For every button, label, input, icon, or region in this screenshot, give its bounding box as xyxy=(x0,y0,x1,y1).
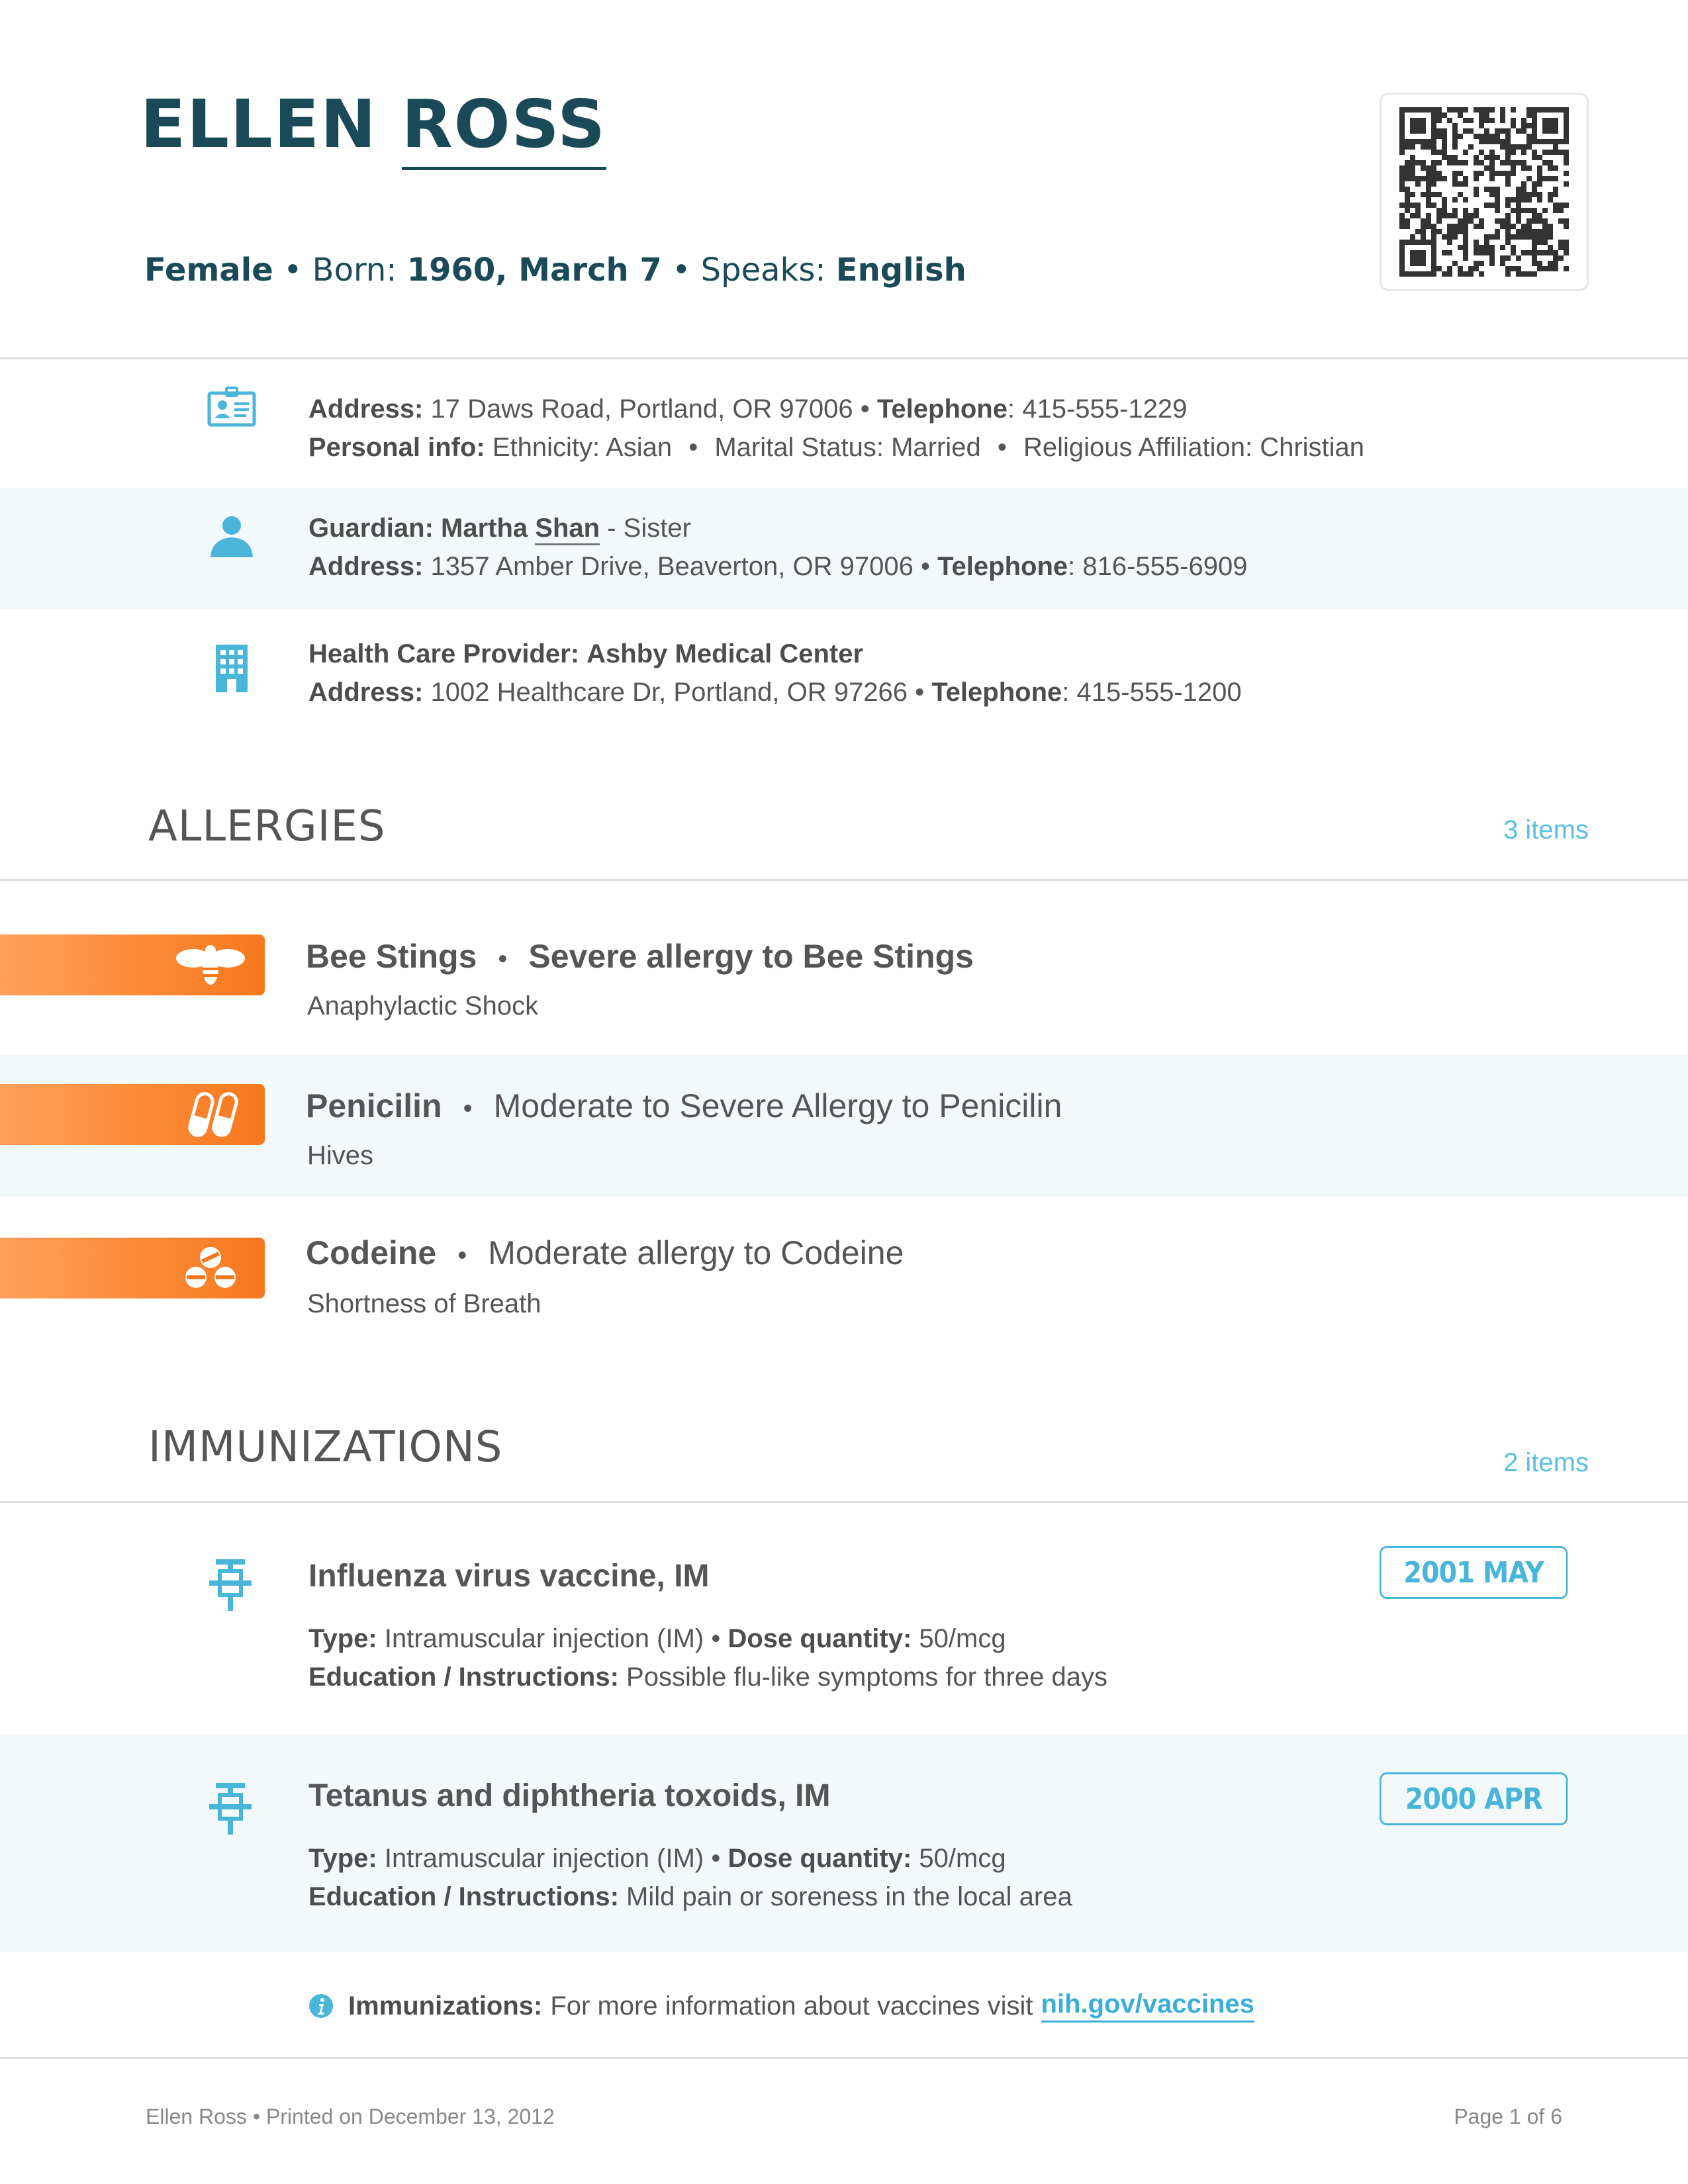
allergy-name: Codeine xyxy=(306,1234,437,1271)
patient-address-line: Address: 17 Daws Road, Portland, OR 97006 • Telephone: 415-555-1229 xyxy=(308,394,1188,424)
patient-first-name: ELLEN xyxy=(140,85,377,163)
syringe-icon xyxy=(204,1557,257,1612)
allergy-title: Codeine • Moderate allergy to Codeine xyxy=(306,1234,904,1271)
capsules-icon xyxy=(173,1091,248,1138)
allergy-reaction: Shortness of Breath xyxy=(307,1289,541,1318)
demographics-line: Female • Born: 1960, March 7 • Speaks: English xyxy=(144,251,966,289)
provider-address-line: Address: 1002 Healthcare Dr, Portland, OR 97266 • Telephone: 415-555-1200 xyxy=(308,678,1242,707)
immunization-name: Tetanus and diphtheria toxoids, IM xyxy=(308,1778,831,1813)
allergy-reaction: Anaphylactic Shock xyxy=(307,991,539,1021)
id-card-icon xyxy=(207,384,257,434)
language: English xyxy=(835,251,966,289)
info-icon xyxy=(308,1993,334,2019)
provider-name: Ashby Medical Center xyxy=(586,639,864,668)
immunization-type-line: Type: Intramuscular injection (IM) • Dose quantity: 50/mcg xyxy=(308,1624,1006,1653)
provider-line: Health Care Provider: Ashby Medical Center xyxy=(308,639,864,668)
allergy-name: Bee Stings xyxy=(306,938,477,975)
personal-info-line: Personal info: Ethnicity: Asian • Marital Status: Married • Religious Affiliation: Christian xyxy=(308,433,1365,462)
syringe-icon xyxy=(204,1780,257,1836)
allergies-title: ALLERGIES xyxy=(148,802,386,851)
building-icon xyxy=(207,643,257,694)
patient-last-name: ROSS xyxy=(402,85,607,170)
allergy-title: Penicilin • Moderate to Severe Allergy to Penicilin xyxy=(306,1087,1062,1124)
guardian-address-line: Address: 1357 Amber Drive, Beaverton, OR 97006 • Telephone: 816-555-6909 xyxy=(308,552,1248,581)
guardian-line: Guardian: Martha Shan - Sister xyxy=(308,514,691,543)
immunizations-count: 2 items xyxy=(1503,1448,1589,1477)
patient-name xyxy=(140,85,607,163)
immunization-instructions-line: Education / Instructions: Possible flu-like symptoms for three days xyxy=(308,1662,1107,1692)
allergy-name: Penicilin xyxy=(306,1087,442,1124)
divider xyxy=(0,357,1688,359)
immunization-name: Influenza virus vaccine, IM xyxy=(308,1559,710,1594)
person-icon xyxy=(207,512,257,563)
allergies-count: 3 items xyxy=(1503,815,1589,844)
allergy-title: Bee Stings • Severe allergy to Bee Stings xyxy=(306,938,974,975)
footer-print-info: Ellen Ross • Printed on December 13, 2012 xyxy=(146,2105,555,2128)
immunizations-title: IMMUNIZATIONS xyxy=(148,1423,503,1472)
immunization-date-badge: 2001 MAY xyxy=(1380,1546,1568,1599)
immunization-instructions-line: Education / Instructions: Mild pain or soreness in the local area xyxy=(308,1882,1072,1911)
patient-address: 17 Daws Road, Portland, OR 97006 xyxy=(430,394,853,424)
immunization-note: Immunizations: For more information about vaccines visit nih.gov/vaccines xyxy=(308,1989,1254,2023)
immunization-type-line: Type: Intramuscular injection (IM) • Dose quantity: 50/mcg xyxy=(308,1844,1006,1873)
allergy-severity-bar xyxy=(0,1084,265,1145)
allergy-severity-bar xyxy=(0,1238,265,1298)
bee-icon xyxy=(173,941,248,989)
allergy-description: Moderate to Severe Allergy to Penicilin xyxy=(493,1087,1062,1124)
qr-code-box xyxy=(1380,93,1589,291)
page-number: Page 1 of 6 xyxy=(1454,2105,1562,2128)
patient-telephone: 415-555-1229 xyxy=(1022,394,1188,424)
divider xyxy=(0,1501,1688,1503)
allergy-reaction: Hives xyxy=(307,1141,374,1170)
immunization-date-badge: 2000 APR xyxy=(1380,1772,1568,1825)
tablets-icon xyxy=(173,1244,248,1292)
allergy-description: Moderate allergy to Codeine xyxy=(488,1234,904,1271)
immunization-band xyxy=(0,1734,1688,1952)
gender: Female xyxy=(144,251,273,289)
allergy-description: Severe allergy to Bee Stings xyxy=(528,938,974,975)
vaccines-link[interactable]: nih.gov/vaccines xyxy=(1041,1989,1254,2023)
divider xyxy=(0,2057,1688,2059)
allergy-severity-bar xyxy=(0,934,265,995)
divider xyxy=(0,879,1688,881)
birth-date: 1960, March 7 xyxy=(406,251,662,289)
guardian-last-name: Shan xyxy=(535,514,600,545)
qr-code-icon xyxy=(1399,107,1569,277)
